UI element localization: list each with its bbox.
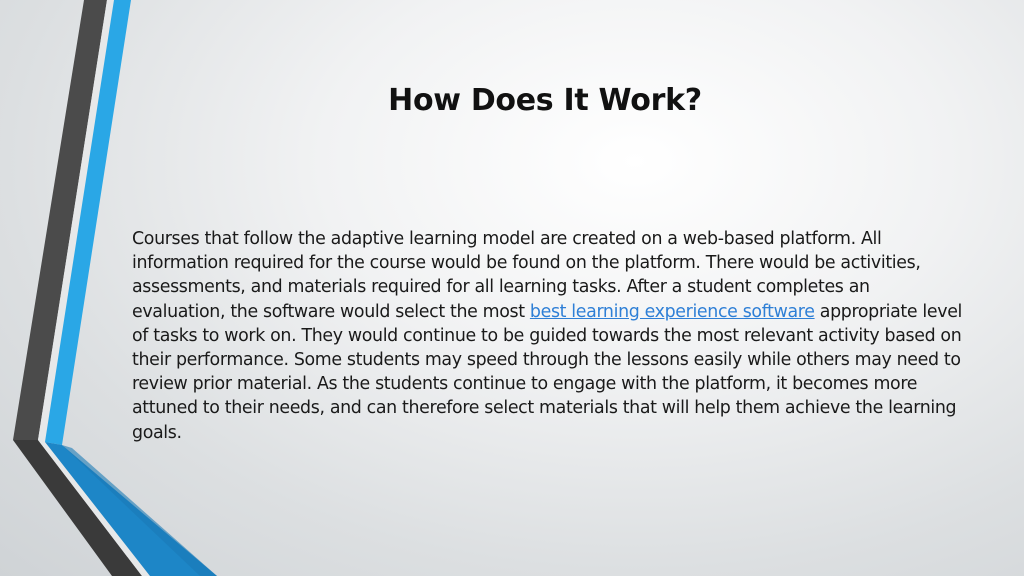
body-text-after-link: appropriate level of tasks to work on. They would continue to be guided towards the most relevant activity based on their performance. Some students may speed through the lessons easily while others may need to review prior material. As the students continue to engage with the platform, it becomes more attuned to their needs, and can therefore select materials that will help them achieve the learning goals. xyxy=(132,301,963,443)
body-text-before-link: Courses that follow the adaptive learning model are created on a web-based platform. All information required for the course would be found on the platform. There would be activities, assessments, and materials required for all learning tasks. After a student completes an evaluation, the software would select the most xyxy=(132,229,921,322)
body-paragraph xyxy=(132,227,967,445)
slide-title: How Does It Work? xyxy=(388,83,702,118)
best-learning-experience-software-link[interactable]: best learning experience software xyxy=(529,301,815,322)
